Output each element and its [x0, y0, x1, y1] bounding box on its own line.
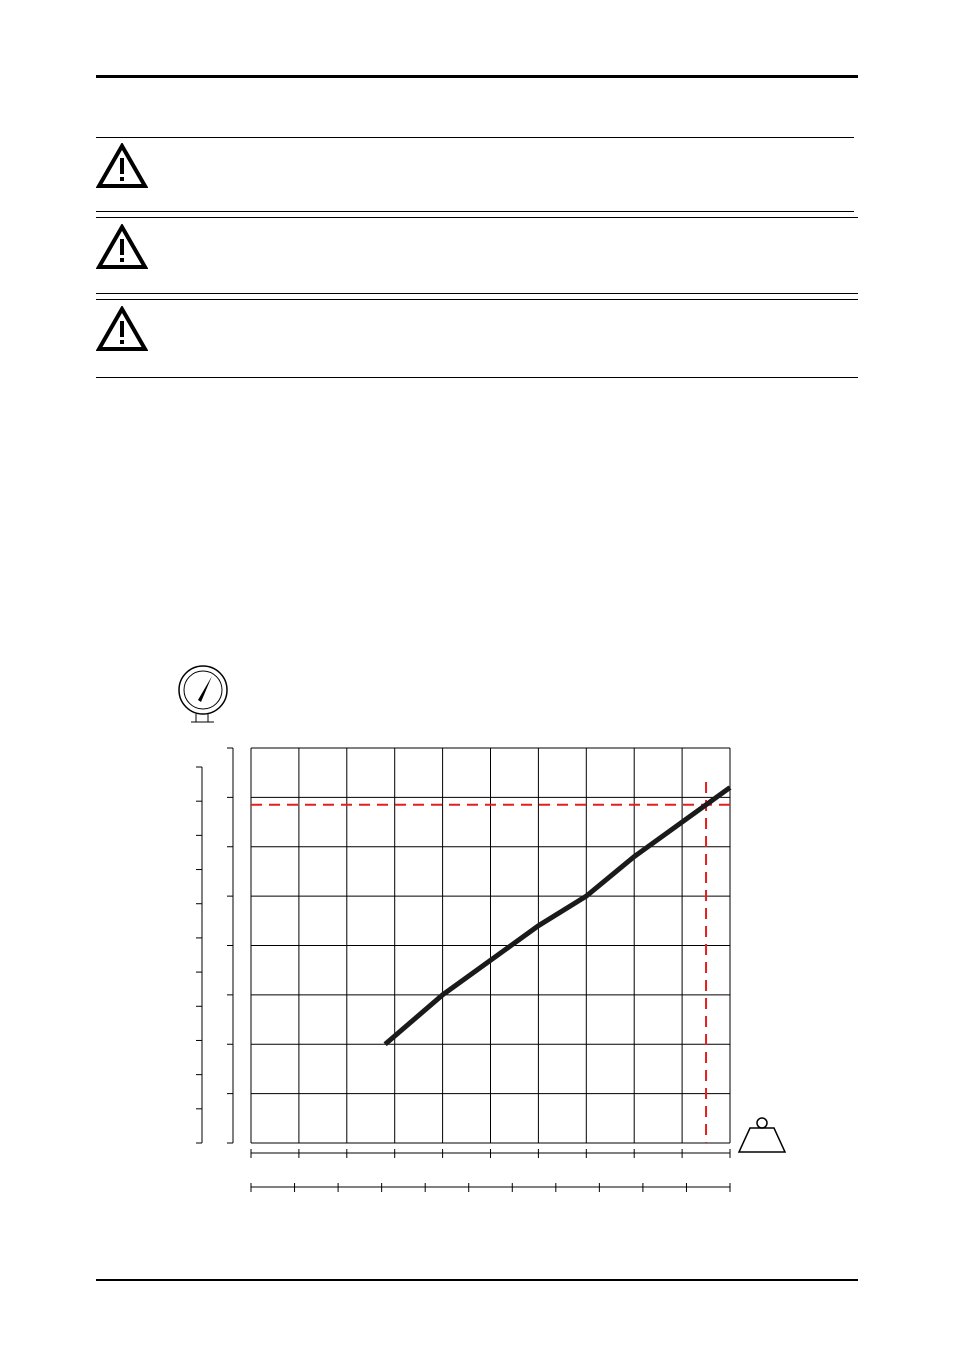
footer-rule [96, 1279, 858, 1281]
series-line [385, 788, 730, 1045]
pressure-gauge-icon [179, 666, 227, 722]
y-secondary-ticks [196, 767, 202, 1143]
x-primary-ticks [251, 1149, 730, 1158]
weight-icon [739, 1118, 785, 1152]
chart-grid [251, 748, 730, 1143]
y-primary-ticks [227, 748, 233, 1143]
x-secondary-ticks [251, 1183, 730, 1192]
